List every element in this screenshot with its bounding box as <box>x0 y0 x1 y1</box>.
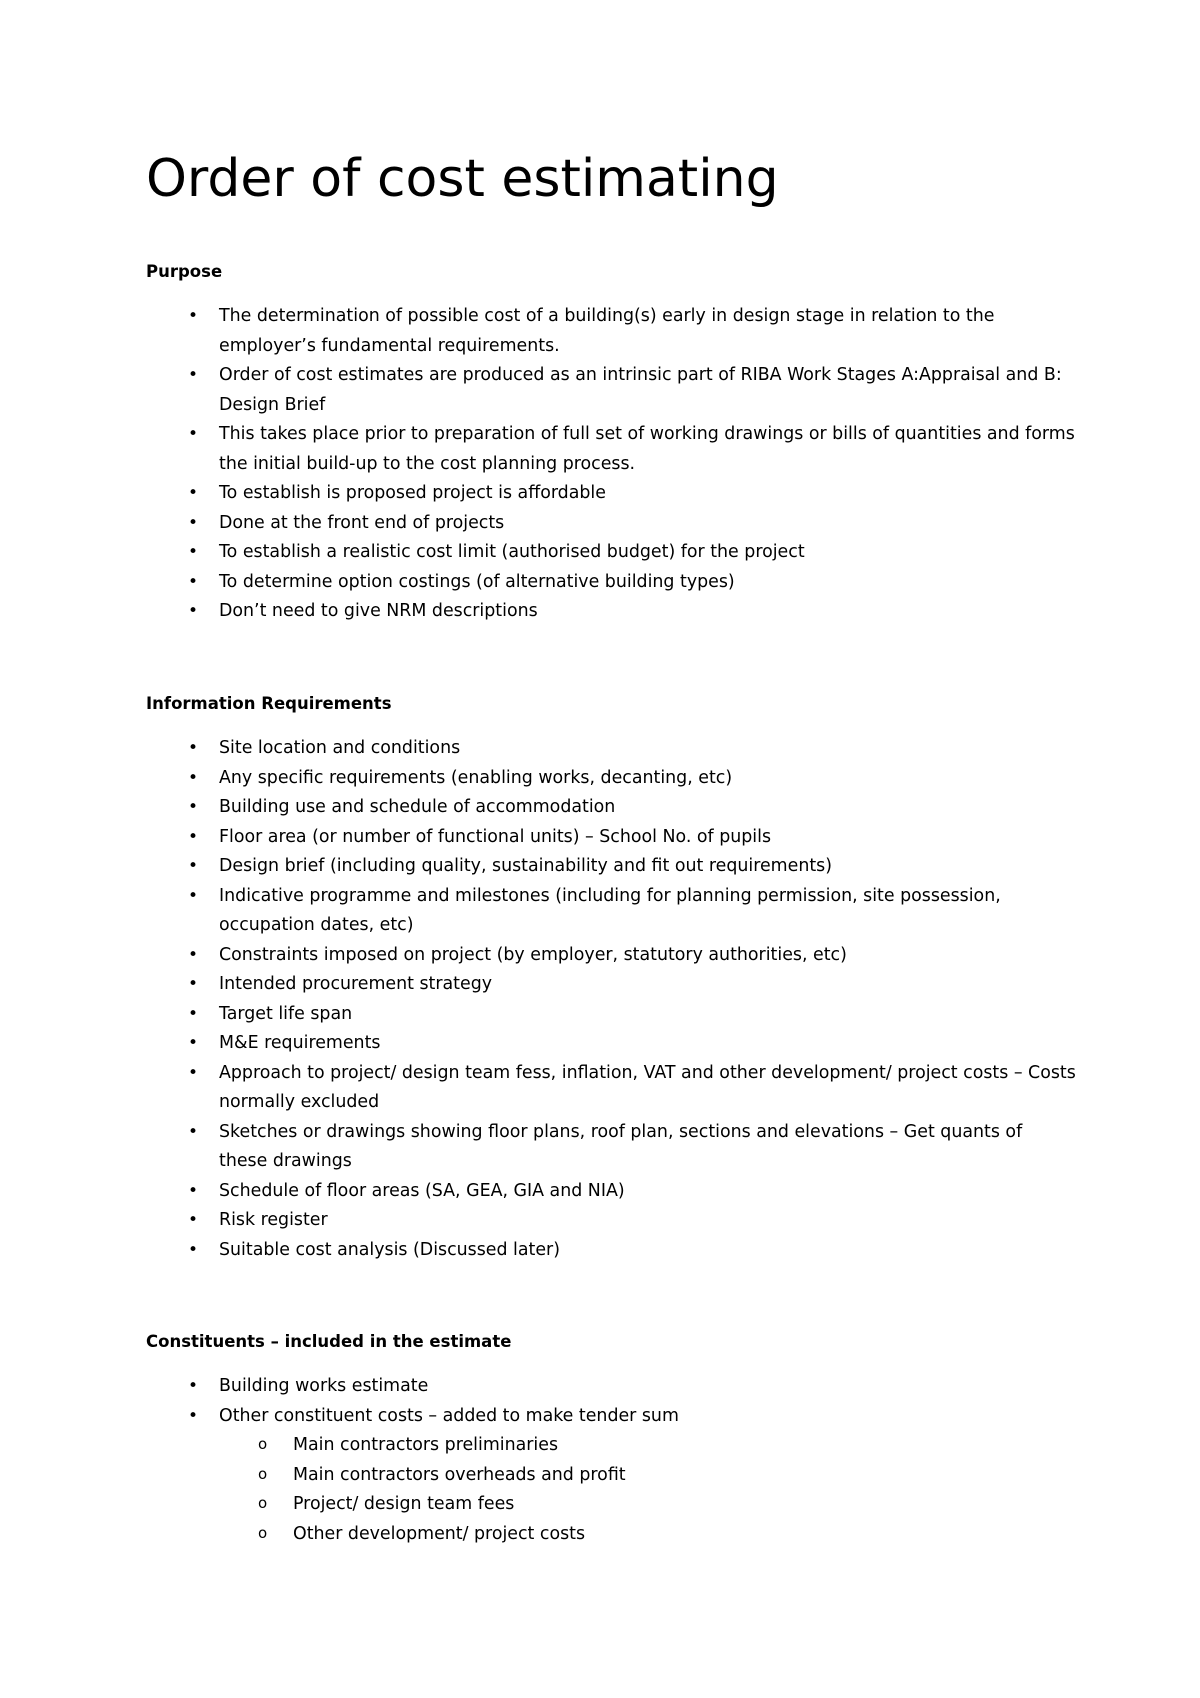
bullet-icon: • <box>187 601 199 621</box>
list-item: • Risk register <box>146 1206 1076 1236</box>
list-item: • Design brief (including quality, sustainability and fit out requirements) <box>146 852 1076 882</box>
bullet-icon: • <box>187 1239 199 1260</box>
bullet-icon: • <box>187 944 199 965</box>
bullet-icon: • <box>187 1121 199 1142</box>
sub-bullet-icon: o <box>258 1523 268 1542</box>
bullet-icon: • <box>187 856 199 876</box>
list-item: • Indicative programme and milestones (including for planning permission, site possession, occupation dates, etc) <box>146 882 1076 941</box>
bullet-icon: • <box>187 797 199 817</box>
bullet-icon: • <box>187 542 199 562</box>
section-purpose <box>146 257 1076 627</box>
list-item: • The determination of possible cost of a building(s) early in design stage in relation to the employer’s fundamental requirements. <box>146 302 1076 361</box>
list-item: • Building works estimate <box>146 1372 1076 1402</box>
section-information-requirements <box>146 689 1076 1265</box>
sub-list-item: o Main contractors preliminaries <box>146 1431 1076 1461</box>
bullet-icon: • <box>187 571 199 592</box>
list-item: • Other constituent costs – added to make tender sum o Main contractors preliminaries o Main contractors overheads and profit o Project/ design team fees o Other development/ project costs <box>146 1402 1076 1550</box>
list-item: • Target life span <box>146 1000 1076 1030</box>
sub-list-item: o Main contractors overheads and profit <box>146 1461 1076 1491</box>
list-item: • Building use and schedule of accommodation <box>146 793 1076 823</box>
bullet-icon: • <box>187 1062 199 1083</box>
list-item: • Site location and conditions <box>146 734 1076 764</box>
bullet-icon: • <box>187 885 199 906</box>
list-item: • To establish is proposed project is affordable <box>146 479 1076 509</box>
constituents-list <box>146 1372 1076 1549</box>
bullet-icon: • <box>187 826 199 847</box>
constituents-sub-list <box>146 1431 1076 1549</box>
bullet-icon: • <box>187 738 199 758</box>
list-item: • Any specific requirements (enabling works, decanting, etc) <box>146 764 1076 794</box>
list-item: • This takes place prior to preparation of full set of working drawings or bills of quantities and forms the initial build-up to the cost planning process. <box>146 420 1076 479</box>
section-heading-information-requirements: Information Requirements <box>146 694 392 713</box>
bullet-icon: • <box>187 365 199 385</box>
list-item: • M&E requirements <box>146 1029 1076 1059</box>
section-heading-constituents: Constituents – included in the estimate <box>146 1332 512 1351</box>
bullet-icon: • <box>187 424 199 444</box>
bullet-icon: • <box>187 483 199 503</box>
list-item: • Schedule of floor areas (SA, GEA, GIA and NIA) <box>146 1177 1076 1207</box>
list-item: • To determine option costings (of alternative building types) <box>146 568 1076 598</box>
purpose-list <box>146 302 1076 627</box>
list-item: • Intended procurement strategy <box>146 970 1076 1000</box>
bullet-icon: • <box>187 1180 199 1201</box>
sub-bullet-icon: o <box>258 1494 268 1512</box>
bullet-icon: • <box>187 974 199 994</box>
list-item: • Approach to project/ design team fess, inflation, VAT and other development/ project costs – Costs normally excluded <box>146 1059 1076 1118</box>
bullet-icon: • <box>187 1376 199 1396</box>
sub-bullet-icon: o <box>258 1464 268 1483</box>
bullet-icon: • <box>187 1405 199 1426</box>
list-item: • Floor area (or number of functional units) – School No. of pupils <box>146 823 1076 853</box>
list-item: • To establish a realistic cost limit (authorised budget) for the project <box>146 538 1076 568</box>
section-constituents <box>146 1327 1076 1549</box>
bullet-icon: • <box>187 512 199 533</box>
bullet-icon: • <box>187 1003 199 1024</box>
list-item: • Don’t need to give NRM descriptions <box>146 597 1076 627</box>
bullet-icon: • <box>187 767 199 788</box>
sub-bullet-icon: o <box>258 1435 268 1453</box>
sub-list-item: o Project/ design team fees <box>146 1490 1076 1520</box>
bullet-icon: • <box>187 306 199 326</box>
sub-list-item: o Other development/ project costs <box>146 1520 1076 1550</box>
page-title: Order of cost estimating <box>146 149 779 209</box>
information-requirements-list <box>146 734 1076 1265</box>
list-item: • Done at the front end of projects <box>146 509 1076 539</box>
list-item: • Order of cost estimates are produced as an intrinsic part of RIBA Work Stages A:Appraisal and B: Design Brief <box>146 361 1076 420</box>
list-item: • Constraints imposed on project (by employer, statutory authorities, etc) <box>146 941 1076 971</box>
section-heading-purpose: Purpose <box>146 262 223 281</box>
list-item: • Sketches or drawings showing floor plans, roof plan, sections and elevations – Get quants of these drawings <box>146 1118 1076 1177</box>
bullet-icon: • <box>187 1033 199 1053</box>
bullet-icon: • <box>187 1210 199 1230</box>
list-item: • Suitable cost analysis (Discussed later) <box>146 1236 1076 1266</box>
